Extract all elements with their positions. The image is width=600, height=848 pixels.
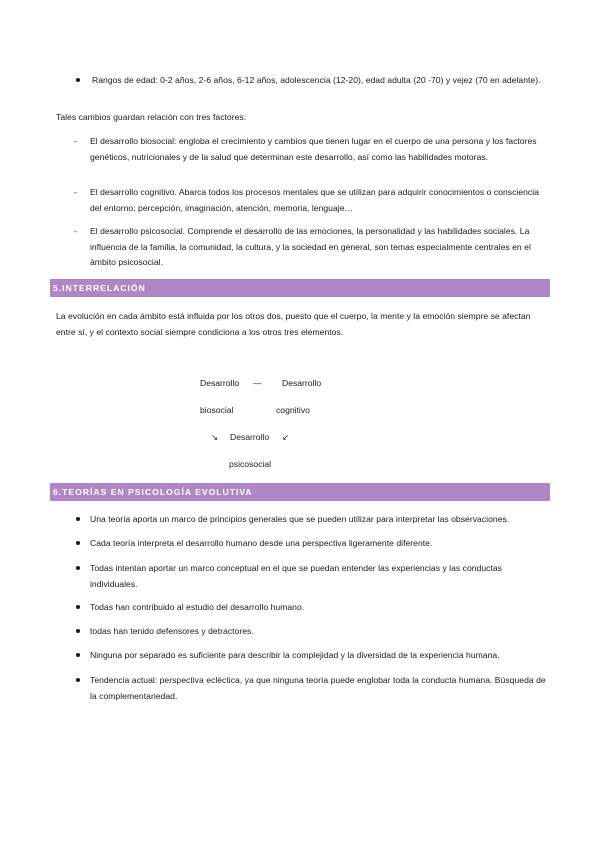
factor-item [74,224,546,271]
age-ranges-text: Rangos de edad: 0-2 años, 2-6 años, 6-12 años, adolescencia (12-20), edad adulta (20 -70) y vejez (70 en adelante). [92,75,541,85]
theory-text: Ninguna por separado es suficiente para describir la complejidad y la diversidad de la experiencia humana. [90,650,500,660]
diagram-dash: — [253,378,262,388]
bullet-icon [76,600,88,616]
factor-item [74,185,546,216]
theory-text: Cada teoría interpreta el desarrollo humano desde una perspectiva ligeramente diferente. [90,538,433,548]
bullet-icon [76,624,88,640]
factor-text: El desarrollo biosocial: engloba el crecimiento y cambios que tienen lugar en el cuerpo de una persona y los factores genéticos, nutricionales y de la salud que determinan este desarrollo, así como las habilidades motoras. [90,136,537,162]
dash-marker: - [74,136,77,146]
theory-bullet [76,673,546,704]
theory-bullet [76,512,546,528]
factor-text: El desarrollo cognitivo. Abarca todos los procesos mentales que se utilizan para adquirir conocimientos o consciencia del entorno: percepción, imaginación, atención, memoria, lenguaje… [90,187,539,213]
bullet-icon [76,561,88,577]
bullet-icon [76,648,88,664]
bullet-icon [76,73,88,89]
theory-bullet [76,561,546,592]
theory-text: Una teoría aporta un marco de principios generales que se pueden utilizar para interpretar las observaciones. [90,514,510,524]
theory-text: Tendencia actual: perspectiva ecléctica, ya que ninguna teoría puede englobar toda la conducta humana. Búsqueda de la complementariedad. [90,675,546,701]
diagram-biosocial-line1: Desarrollo [200,378,240,388]
arrow-down-right-icon: ↘ [211,432,219,442]
factors-intro: Tales cambios guardan relación con tres factores: [56,112,247,122]
diagram-psychosocial-line2: psicosocial [229,459,272,469]
arrow-down-left-icon: ↙ [282,432,290,442]
bullet-icon [76,512,88,528]
theory-bullet [76,536,546,552]
diagram-cognitive-line1: Desarrollo [282,378,322,388]
interrelation-paragraph: La evolución en cada ámbito está influida por los otros dos, puesto que el cuerpo, la mente y la emoción siempre se afectan entre sí, y el contexto social siempre condiciona a los otros tres elementos. [56,311,531,337]
dash-marker: - [74,187,77,197]
diagram-psychosocial-line1: Desarrollo [230,432,270,442]
theory-text: todas han tenido defensores y detractores. [90,626,254,636]
section-6-heading: 6.TEORÍAS EN PSICOLOGÍA EVOLUTIVA [50,483,550,501]
theory-bullet [76,648,546,664]
diagram-cognitive-line2: cognitivo [276,405,310,415]
bullet-icon [76,536,88,552]
diagram-biosocial-line2: biosocial [200,405,234,415]
factor-item [74,134,546,165]
theory-bullet [76,624,546,640]
age-ranges-bullet [76,73,546,89]
dash-marker: - [74,226,77,236]
bullet-icon [76,673,88,689]
section-5-heading: 5.INTERRELACIÓN [50,279,550,297]
factor-text: El desarrollo psicosocial. Comprende el desarrollo de las emociones, la personalidad y las habilidades sociales. La influencia de la familia, la comunidad, la cultura, y la sociedad en general, son temas especialmente centrales en el ámbito psicosocial. [90,226,531,267]
theory-bullet [76,600,546,616]
theory-text: Todas intentan aportar un marco conceptual en el que se puedan entender las experiencias y las conductas individuales. [90,563,502,589]
theory-text: Todas han contribuido al estudio del desarrollo humano. [90,602,305,612]
